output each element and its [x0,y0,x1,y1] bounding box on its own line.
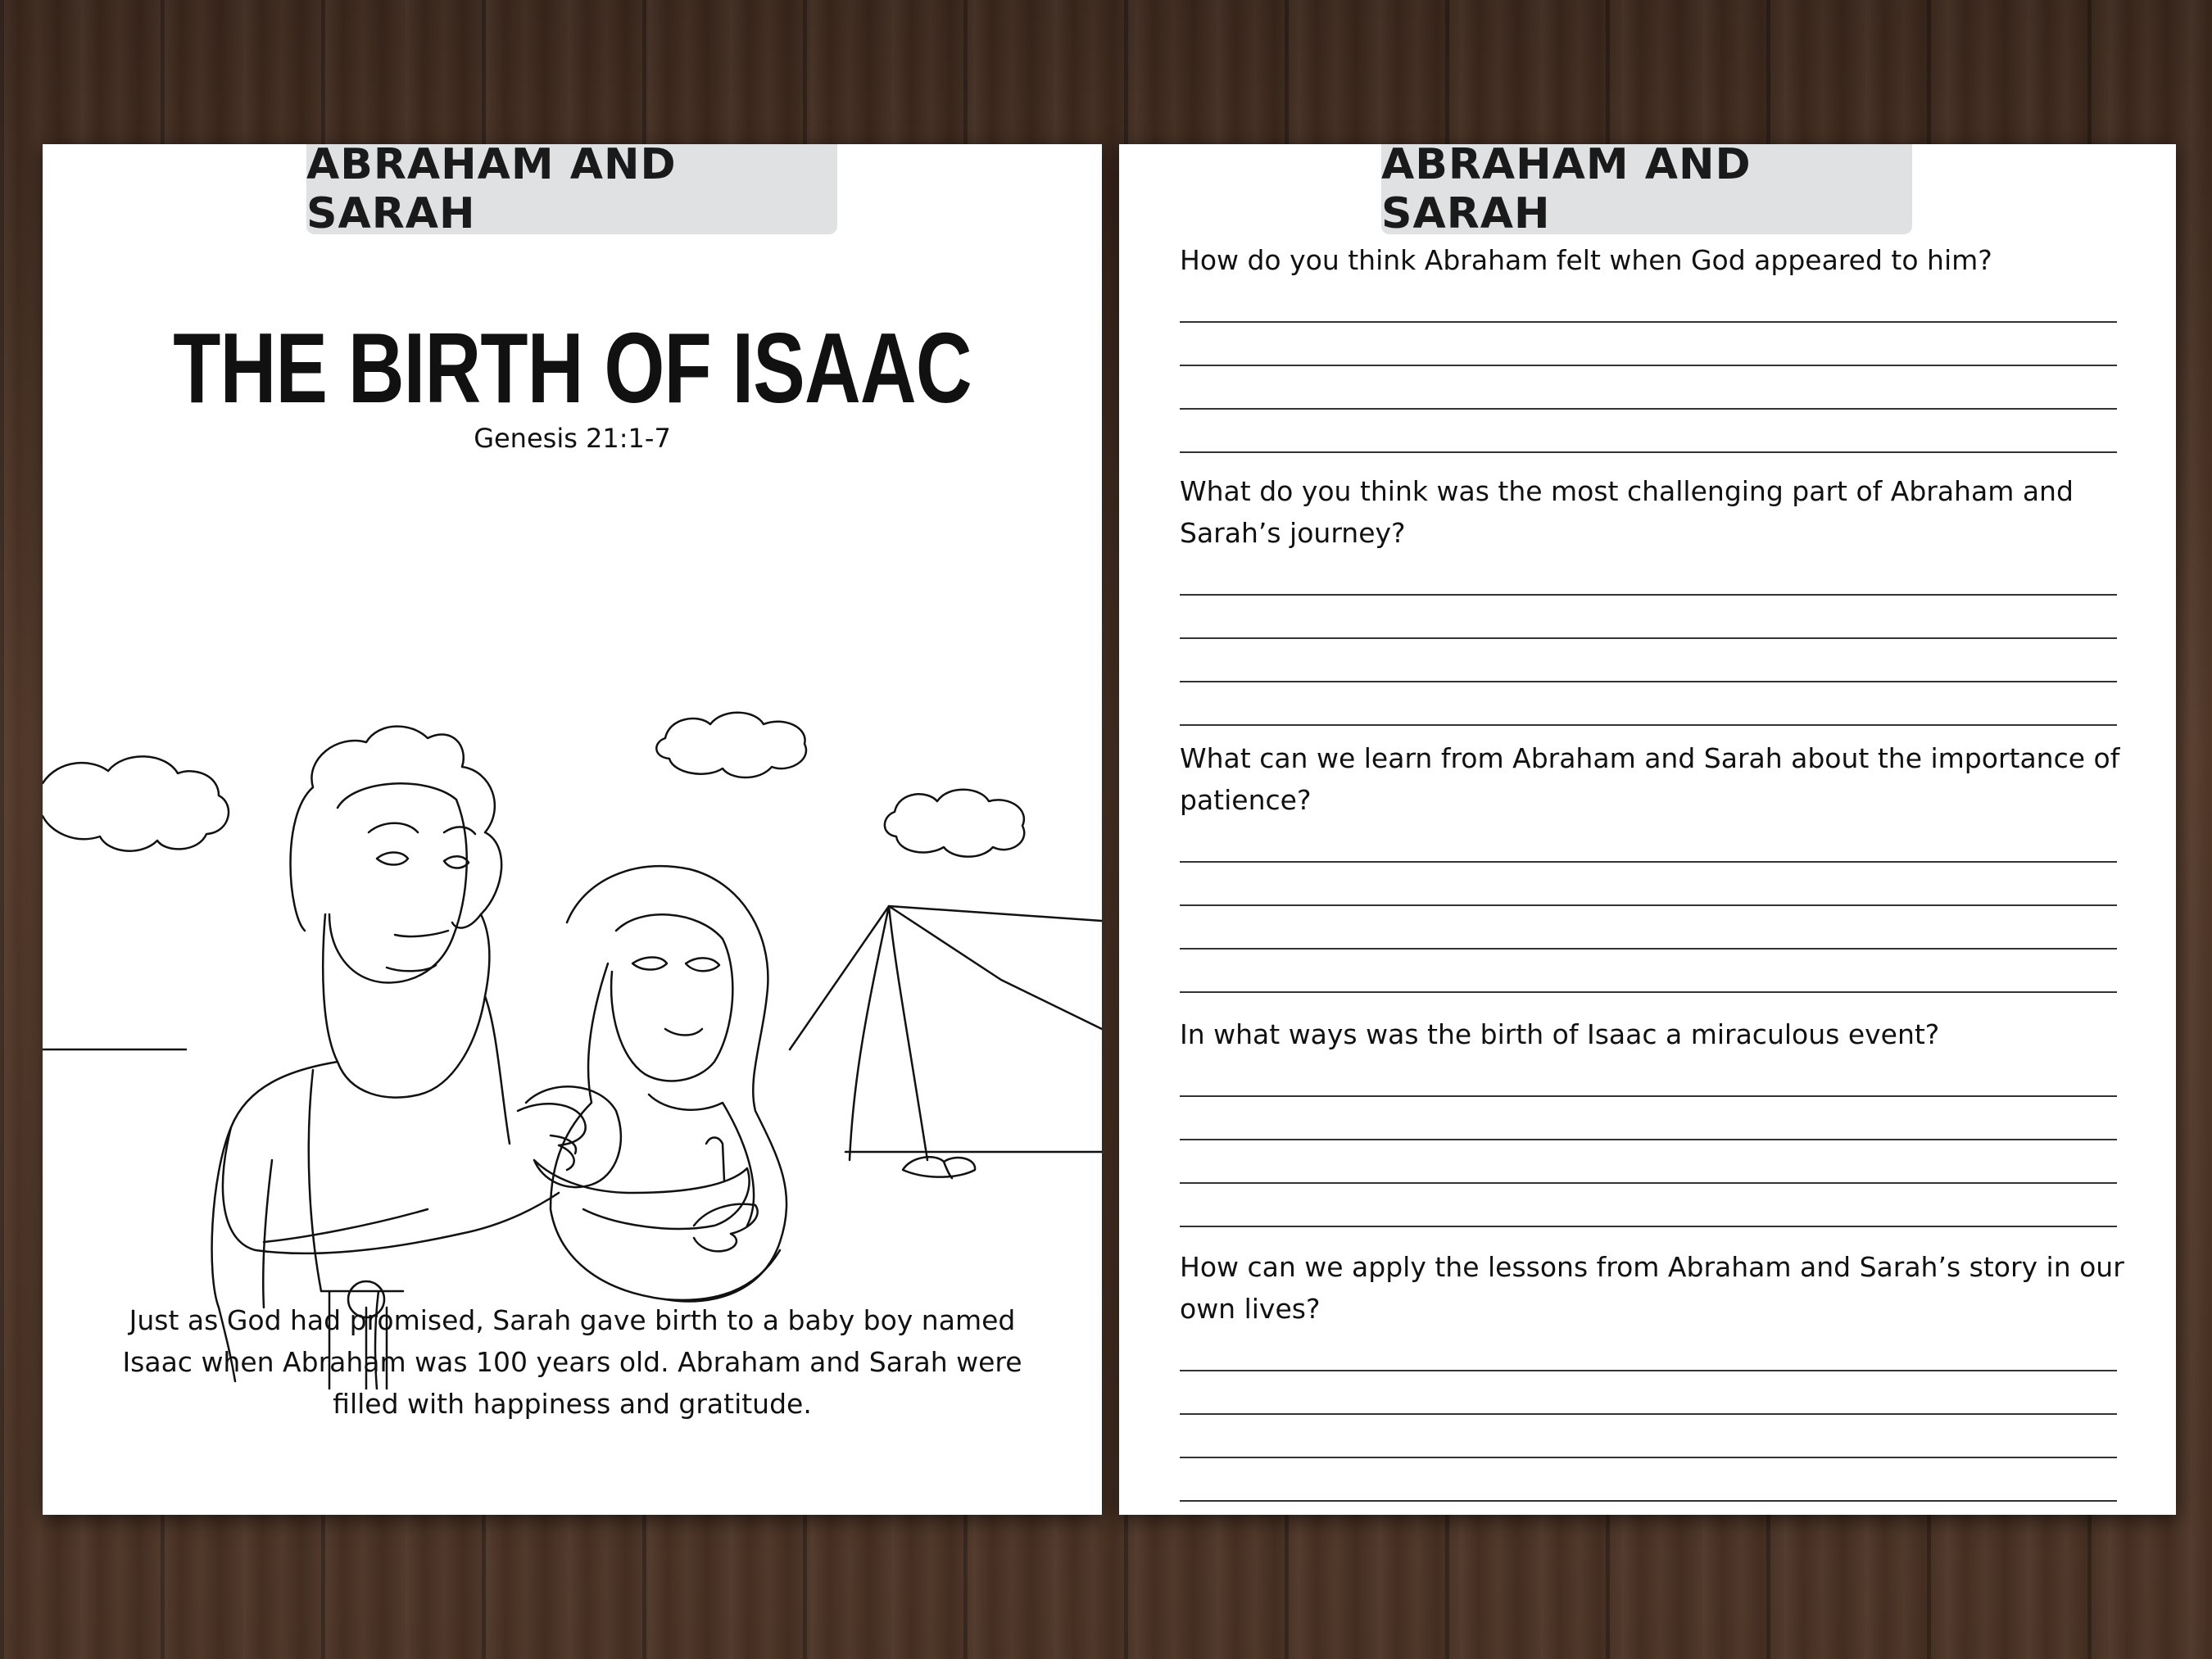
answer-lines [1180,819,2130,993]
answer-line[interactable] [1180,1371,2117,1415]
answer-line[interactable] [1180,596,2117,639]
answer-line[interactable] [1180,410,2117,453]
answer-line[interactable] [1180,1458,2117,1502]
tent [790,906,1102,1160]
answer-lines [1180,1054,2130,1227]
answer-lines [1180,1328,2130,1502]
question-block [1180,470,2130,726]
question-page [1119,140,2176,1515]
question-block [1180,737,2130,993]
question-text: How can we apply the lessons from Abraham and Sarah’s story in our own lives? [1180,1251,2124,1325]
sarah-headscarf [567,866,786,1301]
abraham-eyes [369,823,475,868]
cloud-right [885,790,1024,857]
answer-lines [1180,552,2130,726]
answer-line[interactable] [1180,863,2117,906]
answer-line[interactable] [1180,639,2117,682]
answer-line[interactable] [1180,1184,2117,1227]
answer-line[interactable] [1180,1415,2117,1458]
sarah-eyes [632,958,719,1036]
answer-line[interactable] [1180,366,2117,410]
rocks [903,1157,975,1178]
cloud-top [656,713,806,777]
answer-lines [1180,279,2130,453]
answer-line[interactable] [1180,950,2117,993]
scripture-reference: Genesis 21:1-7 [474,423,671,454]
page-title: THE BIRTH OF ISAAC [173,312,972,424]
question-block [1180,1013,2130,1227]
answer-line[interactable] [1180,323,2117,366]
abraham-arm [223,1127,559,1253]
answer-line[interactable] [1180,1328,2117,1371]
abraham-beard [323,914,489,1098]
coloring-page [43,140,1102,1515]
question-text: What do you think was the most challenging part of Abraham and Sarah’s journey? [1180,475,2074,549]
question-block [1180,1246,2130,1502]
answer-line[interactable] [1180,819,2117,863]
sarah-face [611,914,732,1081]
header-tab: ABRAHAM AND SARAH [1381,144,1912,234]
coloring-illustration [43,570,1102,1389]
question-text: In what ways was the birth of Isaac a miraculous event? [1180,1018,1940,1050]
answer-line[interactable] [1180,1054,2117,1097]
header-tab: ABRAHAM AND SARAH [306,144,837,234]
story-text: Just as God had promised, Sarah gave birth to a baby boy named Isaac when Abraham was 100 years old. Abraham and Sarah were filled with happiness and gratitude. [122,1304,1022,1420]
question-text: What can we learn from Abraham and Sarah about the importance of patience? [1180,742,2120,816]
question-block [1180,239,2130,453]
baby [526,1086,750,1229]
answer-line[interactable] [1180,906,2117,950]
answer-line[interactable] [1180,552,2117,596]
abraham-face [329,783,467,982]
answer-line[interactable] [1180,1140,2117,1184]
cloud-left [43,756,229,850]
answer-line[interactable] [1180,1097,2117,1140]
abraham-hands [518,1104,586,1170]
question-text: How do you think Abraham felt when God appeared to him? [1180,244,1992,276]
answer-line[interactable] [1180,682,2117,726]
answer-line[interactable] [1180,279,2117,323]
